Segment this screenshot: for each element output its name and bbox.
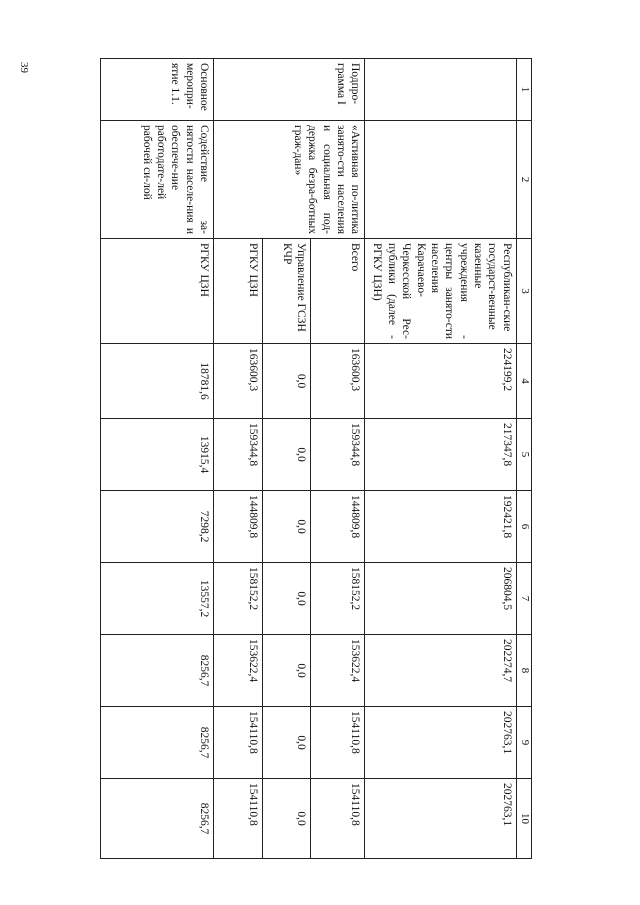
executor-cell: РГКУ ЦЗН [214, 239, 262, 344]
executor-cell: РГКУ ЦЗН [101, 239, 214, 344]
value-cell: 159344,8 [310, 419, 365, 491]
table-row [310, 59, 365, 859]
executor-cell: Республикан-ские государст-венные казенные учреждения - центры занято-сти населения Карачаево-Черкесской Рес-публики (далее - РГКУ ЦЗН) [365, 239, 516, 344]
value-cell: 159344,8 [214, 419, 262, 491]
header-cell: 4 [516, 344, 531, 419]
value-cell: 7298,2 [101, 491, 214, 563]
header-cell: 6 [516, 491, 531, 563]
page-number: 39 [18, 62, 30, 73]
header-cell: 5 [516, 419, 531, 491]
table-row [365, 59, 516, 859]
value-cell: 0,0 [262, 419, 310, 491]
value-cell: 163600,3 [214, 344, 262, 419]
header-cell: 1 [516, 59, 531, 121]
value-cell: 144809,8 [310, 491, 365, 563]
value-cell: 158152,2 [310, 563, 365, 635]
value-cell: 0,0 [262, 779, 310, 859]
table-row [101, 59, 214, 859]
header-cell: 8 [516, 635, 531, 707]
value-cell: 158152,2 [214, 563, 262, 635]
value-cell: 154110,8 [214, 707, 262, 779]
header-cell: 3 [516, 239, 531, 344]
name-cell: «Активная по-литика занято-сти населения и социальная под-держка безра-ботных граж-дан» [214, 121, 365, 239]
value-cell: 8256,7 [101, 707, 214, 779]
value-cell: 202763,1 [365, 779, 516, 859]
value-cell: 8256,7 [101, 779, 214, 859]
header-cell: 9 [516, 707, 531, 779]
value-cell: 144809,8 [214, 491, 262, 563]
executor-cell: Всего [310, 239, 365, 344]
value-cell: 206804,5 [365, 563, 516, 635]
value-cell: 0,0 [262, 635, 310, 707]
value-cell: 0,0 [262, 344, 310, 419]
name-cell: Содействие за-нятости населе-ния и обеспече-ние работодате-лей рабочей си-лой [101, 121, 214, 239]
value-cell: 217347,8 [365, 419, 516, 491]
value-cell: 153622,4 [310, 635, 365, 707]
value-cell: 202274,7 [365, 635, 516, 707]
value-cell: 153622,4 [214, 635, 262, 707]
value-cell: 18781,6 [101, 344, 214, 419]
name-cell [365, 121, 516, 239]
value-cell: 202763,1 [365, 707, 516, 779]
value-cell: 13557,2 [101, 563, 214, 635]
value-cell: 163600,3 [310, 344, 365, 419]
value-cell: 224199,2 [365, 344, 516, 419]
header-cell: 10 [516, 779, 531, 859]
budget-table [100, 58, 532, 859]
rotated-table-container [100, 58, 532, 858]
program-cell [365, 59, 516, 121]
program-cell: Подпро-грамма I [214, 59, 365, 121]
value-cell: 154110,8 [214, 779, 262, 859]
value-cell: 13915,4 [101, 419, 214, 491]
header-cell: 7 [516, 563, 531, 635]
value-cell: 154110,8 [310, 779, 365, 859]
value-cell: 154110,8 [310, 707, 365, 779]
header-row [516, 59, 531, 859]
value-cell: 0,0 [262, 563, 310, 635]
value-cell: 0,0 [262, 707, 310, 779]
value-cell: 192421,8 [365, 491, 516, 563]
value-cell: 8256,7 [101, 635, 214, 707]
program-cell: Основное меропри-ятие 1.1. [101, 59, 214, 121]
header-cell: 2 [516, 121, 531, 239]
executor-cell: Управление ГСЗН КЧР [262, 239, 310, 344]
value-cell: 0,0 [262, 491, 310, 563]
